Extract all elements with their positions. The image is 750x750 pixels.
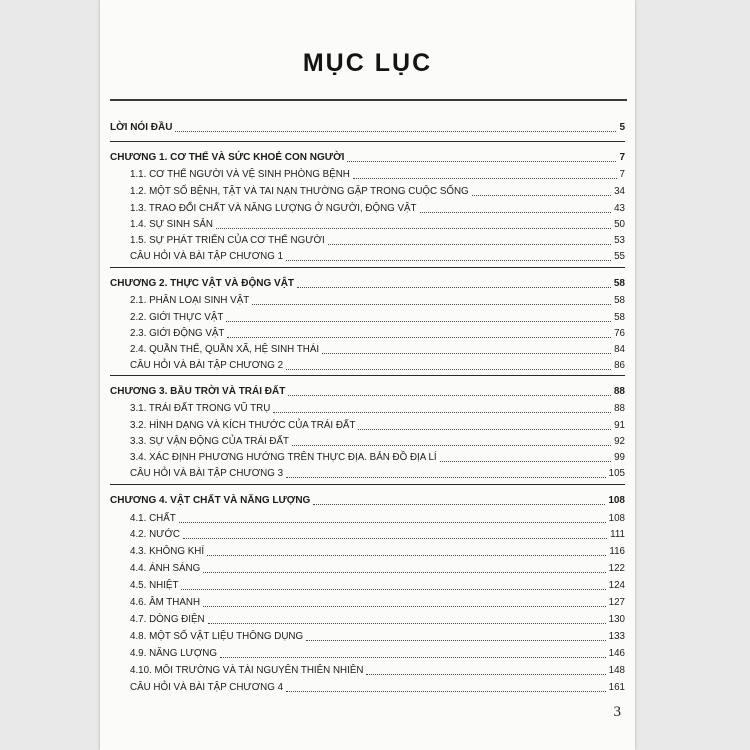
toc-entry-section[interactable]: [110, 293, 625, 307]
page-number: 3: [613, 704, 621, 720]
toc-entry-label: 2.2. GIỚI THỰC VẬT: [130, 312, 224, 323]
toc-entry-page: 99: [614, 452, 625, 463]
dot-leader: [347, 161, 616, 162]
toc-entry-page: 58: [613, 278, 625, 289]
toc-entry-page: 58: [614, 295, 625, 306]
section-divider: [110, 375, 625, 376]
dot-leader: [286, 369, 611, 370]
toc-entry-label: 1.1. CƠ THỂ NGƯỜI VÀ VỆ SINH PHÒNG BỆNH: [130, 169, 350, 180]
section-divider: [110, 141, 625, 142]
toc-entry-page: 148: [608, 665, 625, 676]
toc-entry-page: 7: [619, 169, 625, 180]
dot-leader: [175, 131, 616, 132]
toc-entry-page: 43: [614, 203, 625, 214]
toc-entry-section[interactable]: [110, 646, 625, 660]
toc-entry-exercises[interactable]: [110, 249, 625, 263]
toc-entry-section[interactable]: [110, 511, 625, 525]
toc-entry-chapter-1[interactable]: [110, 150, 625, 164]
dot-leader: [216, 228, 611, 229]
dot-leader: [181, 589, 605, 590]
toc-entry-page: 146: [608, 648, 625, 659]
toc-entry-section[interactable]: [110, 561, 625, 575]
toc-entry-label: 2.1. PHÂN LOẠI SINH VẬT: [130, 295, 250, 306]
toc-entry-label: 4.1. CHẤT: [130, 513, 176, 524]
section-divider: [110, 267, 625, 268]
toc-entry-page: 55: [614, 251, 625, 262]
book-page: [100, 0, 635, 750]
toc-entry-label: 3.4. XÁC ĐỊNH PHƯƠNG HƯỚNG TRÊN THỰC ĐỊA. BẢN ĐỒ ĐỊA LÍ: [130, 452, 437, 463]
dot-leader: [203, 606, 606, 607]
toc-entry-label: 4.2. NƯỚC: [130, 529, 180, 540]
toc-entry-label: CHƯƠNG 3. BẦU TRỜI VÀ TRÁI ĐẤT: [110, 386, 286, 397]
toc-entry-label: CÂU HỎI VÀ BÀI TẬP CHƯƠNG 4: [130, 682, 284, 693]
toc-entry-label: 3.3. SỰ VẬN ĐỘNG CỦA TRÁI ĐẤT: [130, 436, 289, 447]
title-rule: [110, 99, 627, 101]
toc-entry-label: 4.5. NHIỆT: [130, 580, 179, 591]
dot-leader: [286, 477, 606, 478]
toc-entry-page: 50: [614, 219, 625, 230]
dot-leader: [358, 429, 611, 430]
toc-entry-page: 53: [614, 235, 625, 246]
toc-entry-label: CÂU HỎI VÀ BÀI TẬP CHƯƠNG 3: [130, 468, 284, 479]
dot-leader: [472, 195, 611, 196]
dot-leader: [207, 555, 606, 556]
toc-entry-label: 4.9. NĂNG LƯỢNG: [130, 648, 217, 659]
toc-entry-page: 161: [608, 682, 625, 693]
toc-entry-page: 116: [609, 546, 625, 557]
toc-entry-page: 111: [610, 529, 625, 540]
dot-leader: [208, 623, 606, 624]
dot-leader: [353, 178, 617, 179]
dot-leader: [313, 504, 605, 505]
toc-entry-label: CÂU HỎI VÀ BÀI TẬP CHƯƠNG 2: [130, 360, 284, 371]
toc-entry-section[interactable]: [110, 401, 625, 415]
dot-leader: [227, 337, 611, 338]
toc-entry-page: 130: [608, 614, 625, 625]
toc-entry-page: 108: [608, 495, 625, 506]
dot-leader: [183, 538, 607, 539]
toc-entry-chapter-2[interactable]: [110, 276, 625, 290]
toc-entry-page: 34: [614, 186, 625, 197]
toc-entry-section[interactable]: [110, 578, 625, 592]
toc-entry-label: 2.4. QUẦN THỂ, QUẦN XÃ, HỆ SINH THÁI: [130, 344, 320, 355]
toc-entry-section[interactable]: [110, 663, 625, 677]
dot-leader: [226, 321, 611, 322]
toc-entry-page: 124: [608, 580, 625, 591]
toc-entry-label: 1.4. SỰ SINH SẢN: [130, 219, 213, 230]
dot-leader: [322, 353, 611, 354]
toc-entry-label: CHƯƠNG 2. THỰC VẬT VÀ ĐỘNG VẬT: [110, 278, 295, 289]
dot-leader: [252, 304, 611, 305]
toc-entry-section[interactable]: [110, 184, 625, 198]
dot-leader: [286, 260, 611, 261]
toc-entry-exercises[interactable]: [110, 680, 625, 694]
toc-entry-label: CÂU HỎI VÀ BÀI TẬP CHƯƠNG 1: [130, 251, 284, 262]
toc-entry-label: 1.3. TRAO ĐỔI CHẤT VÀ NĂNG LƯỢNG Ở NGƯỜI, ĐỘNG VẬT: [130, 203, 417, 214]
toc-entry-section[interactable]: [110, 612, 625, 626]
dot-leader: [203, 572, 605, 573]
toc-entry-section[interactable]: [110, 595, 625, 609]
toc-entry-page: 58: [614, 312, 625, 323]
toc-entry-section[interactable]: [110, 527, 625, 541]
dot-leader: [286, 691, 606, 692]
toc-entry-section[interactable]: [110, 342, 625, 356]
toc-entry-section[interactable]: [110, 434, 625, 448]
toc-entry-section[interactable]: [110, 167, 625, 181]
toc-entry-page: 92: [614, 436, 625, 447]
dot-leader: [220, 657, 606, 658]
toc-entry-label: 4.8. MỘT SỐ VẬT LIỆU THÔNG DỤNG: [130, 631, 304, 642]
toc-entry-page: 108: [608, 513, 625, 524]
dot-leader: [420, 212, 612, 213]
toc-entry-preface[interactable]: [110, 120, 625, 134]
toc-entry-page: 84: [614, 344, 625, 355]
dot-leader: [328, 244, 611, 245]
toc-entry-section[interactable]: [110, 450, 625, 464]
toc-entry-page: 7: [619, 152, 625, 163]
toc-entry-section[interactable]: [110, 310, 625, 324]
toc-entry-page: 127: [608, 597, 625, 608]
toc-entry-section[interactable]: [110, 629, 625, 643]
dot-leader: [179, 522, 606, 523]
toc-entry-exercises[interactable]: [110, 466, 625, 480]
toc-entry-section[interactable]: [110, 233, 625, 247]
toc-entry-page: 105: [608, 468, 625, 479]
toc-entry-label: 3.2. HÌNH DẠNG VÀ KÍCH THƯỚC CỦA TRÁI ĐẤT: [130, 420, 356, 431]
toc-entry-label: 4.3. KHÔNG KHÍ: [130, 546, 205, 557]
toc-entry-section[interactable]: [110, 418, 625, 432]
toc-entry-label: 4.6. ÂM THANH: [130, 597, 201, 608]
dot-leader: [292, 445, 611, 446]
toc-entry-label: 4.10. MÔI TRƯỜNG VÀ TÀI NGUYÊN THIÊN NHIÊN: [130, 665, 364, 676]
toc-entry-label: CHƯƠNG 4. VẬT CHẤT VÀ NĂNG LƯỢNG: [110, 495, 311, 506]
toc-entry-label: CHƯƠNG 1. CƠ THỂ VÀ SỨC KHOẺ CON NGƯỜI: [110, 152, 345, 163]
dot-leader: [273, 412, 611, 413]
toc-entry-page: 91: [614, 420, 625, 431]
toc-entry-page: 133: [608, 631, 625, 642]
toc-entry-label: LỜI NÓI ĐẦU: [110, 122, 173, 133]
toc-entry-page: 88: [614, 403, 625, 414]
toc-entry-label: 2.3. GIỚI ĐỘNG VẬT: [130, 328, 225, 339]
toc-entry-label: 4.7. DÒNG ĐIỆN: [130, 614, 205, 625]
page-title: MỤC LỤC: [302, 49, 433, 77]
toc-entry-page: 86: [614, 360, 625, 371]
section-divider: [110, 484, 625, 485]
toc-entry-page: 88: [613, 386, 625, 397]
toc-entry-chapter-4[interactable]: [110, 493, 625, 507]
toc-entry-label: 1.2. MỘT SỐ BỆNH, TẬT VÀ TAI NẠN THƯỜNG GẶP TRONG CUỘC SỐNG: [130, 186, 469, 197]
toc-entry-label: 1.5. SỰ PHÁT TRIỂN CỦA CƠ THỂ NGƯỜI: [130, 235, 325, 246]
toc-entry-section[interactable]: [110, 326, 625, 340]
toc-entry-page: 5: [619, 122, 625, 133]
dot-leader: [306, 640, 606, 641]
toc-entry-page: 76: [614, 328, 625, 339]
toc-entry-section[interactable]: [110, 217, 625, 231]
dot-leader: [366, 674, 605, 675]
dot-leader: [288, 395, 611, 396]
dot-leader: [297, 287, 611, 288]
toc-entry-page: 122: [608, 563, 625, 574]
toc-entry-label: 3.1. TRÁI ĐẤT TRONG VŨ TRỤ: [130, 403, 271, 414]
toc-entry-section[interactable]: [110, 544, 625, 558]
toc-entry-section[interactable]: [110, 201, 625, 215]
dot-leader: [440, 461, 611, 462]
toc-entry-exercises[interactable]: [110, 358, 625, 372]
toc-entry-chapter-3[interactable]: [110, 384, 625, 398]
toc-entry-label: 4.4. ÁNH SÁNG: [130, 563, 201, 574]
